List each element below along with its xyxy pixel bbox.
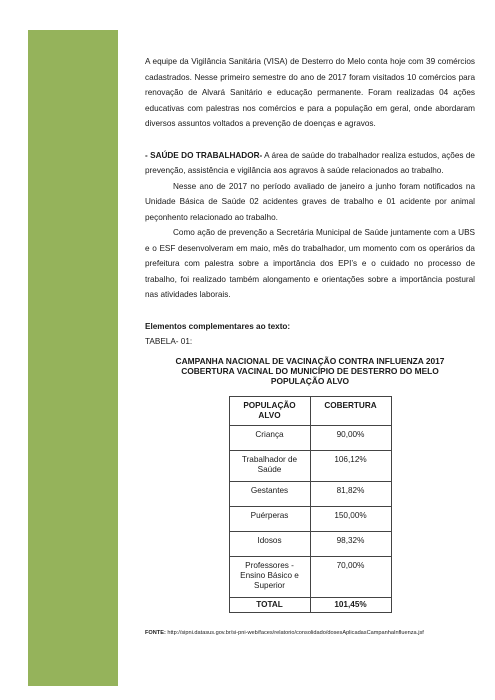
coverage-cell: 90,00% — [310, 425, 391, 450]
sidebar-decoration — [28, 30, 118, 686]
section-intro: A área de saúde do trabalhador realiza estudos, ações de prevenção, assistência e vigilância aos agravos à saúde relacionados ao trabalho. — [145, 150, 475, 175]
header-population: POPULAÇÃO ALVO — [229, 396, 310, 425]
paragraph-accidents: Nesse ano de 2017 no período avaliado de janeiro a junho foram notificados na Unidade Básica de Saúde 02 acidentes graves de trabalho e 01 acidente por animal peçonhento relacionado ao trabalho. — [145, 181, 475, 222]
source-label: FONTE: — [145, 630, 166, 636]
table-caption: TABELA- 01: — [145, 337, 193, 346]
table-row — [229, 556, 391, 597]
section-title: - SAÚDE DO TRABALHADOR- — [145, 150, 263, 160]
table-row — [229, 425, 391, 450]
vaccination-table — [229, 396, 392, 613]
table-row — [229, 481, 391, 506]
population-cell: Trabalhador de Saúde — [229, 450, 310, 481]
population-cell: Gestantes — [229, 481, 310, 506]
document-body — [145, 54, 475, 613]
table-row — [229, 450, 391, 481]
coverage-cell: 150,00% — [310, 506, 391, 531]
source-url: http://sipni.datasus.gov.br/si-pni-web/faces/relatorio/consolidado/dosesAplicadasCampanhaInfluenza.jsf — [165, 630, 424, 636]
coverage-cell: 106,12% — [310, 450, 391, 481]
table-header-row — [229, 396, 391, 425]
table-title-line1: CAMPANHA NACIONAL DE VACINAÇÃO CONTRA INFLUENZA 2017 — [175, 355, 445, 366]
table-row — [229, 506, 391, 531]
population-cell: Idosos — [229, 531, 310, 556]
population-cell: Puérperas — [229, 506, 310, 531]
paragraph-visa: A equipe da Vigilância Sanitária (VISA) de Desterro do Melo conta hoje com 39 comércios cadastrados. Nesse primeiro semestre do ano de 2017 foram visitados 10 comércios para renovação de Alvará Sanitário e educação permanente. Foram realizadas 04 ações educativas com palestras nos comércios e para a população em geral, onde abordaram diversos assuntos voltados a prevenção de doenças e agravos. — [145, 57, 475, 128]
total-value: 101,45% — [310, 597, 391, 612]
coverage-cell: 81,82% — [310, 481, 391, 506]
total-label: TOTAL — [229, 597, 310, 612]
elements-title: Elementos complementares ao texto: — [145, 321, 291, 331]
coverage-cell: 98,32% — [310, 531, 391, 556]
paragraph-prevention: Como ação de prevenção a Secretária Municipal de Saúde juntamente com a UBS e o ESF desenvolveram em maio, mês do trabalhador, um momento com os operários da prefeitura com palestra sobre a importância dos EPI’s e o cuidado no processo de trabalho, foi realizado também alongamento e orientações sobre a importância postural nas atividades laborais. — [145, 228, 475, 299]
coverage-cell: 70,00% — [310, 556, 391, 597]
table-title — [145, 356, 475, 386]
paragraph-worker-health-intro — [145, 148, 475, 179]
table-row — [229, 531, 391, 556]
table-title-line3: POPULAÇÃO ALVO — [270, 375, 350, 386]
table-total-row — [229, 597, 391, 612]
source-footnote — [145, 630, 480, 636]
table-title-line2: COBERTURA VACINAL DO MUNICÍPIO DE DESTERRO DO MELO — [181, 365, 439, 376]
header-coverage: COBERTURA — [310, 396, 391, 425]
population-cell: Criança — [229, 425, 310, 450]
population-cell: Professores - Ensino Básico e Superior — [229, 556, 310, 597]
